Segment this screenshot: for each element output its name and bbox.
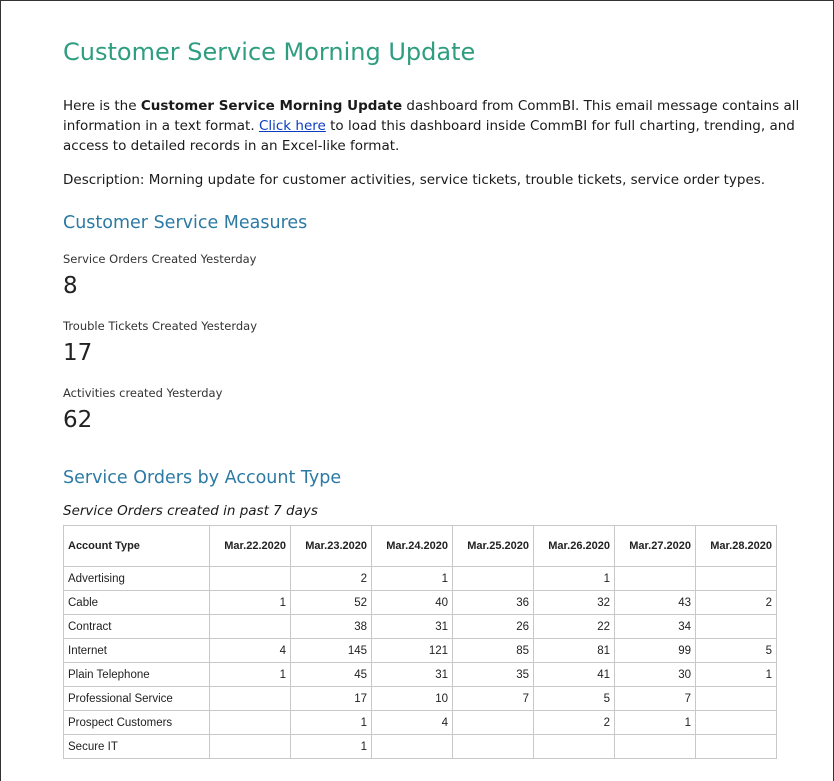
order-count-cell: 35 bbox=[453, 663, 534, 687]
order-count-cell bbox=[453, 567, 534, 591]
intro-paragraph bbox=[63, 96, 808, 156]
order-count-cell: 26 bbox=[453, 615, 534, 639]
order-count-cell: 5 bbox=[696, 639, 777, 663]
order-count-cell: 145 bbox=[291, 639, 372, 663]
order-count-cell bbox=[210, 735, 291, 759]
order-count-cell: 2 bbox=[696, 591, 777, 615]
table-row bbox=[64, 663, 777, 687]
column-header: Mar.24.2020 bbox=[372, 526, 453, 567]
order-count-cell bbox=[453, 735, 534, 759]
account-type-cell: Plain Telephone bbox=[64, 663, 210, 687]
order-count-cell: 17 bbox=[291, 687, 372, 711]
column-header: Mar.26.2020 bbox=[534, 526, 615, 567]
measure-value: 8 bbox=[63, 273, 78, 299]
order-count-cell bbox=[696, 615, 777, 639]
measure-value: 62 bbox=[63, 407, 93, 433]
order-count-cell: 30 bbox=[615, 663, 696, 687]
order-count-cell: 121 bbox=[372, 639, 453, 663]
account-type-cell: Contract bbox=[64, 615, 210, 639]
order-count-cell: 5 bbox=[534, 687, 615, 711]
order-count-cell: 36 bbox=[453, 591, 534, 615]
order-count-cell bbox=[372, 735, 453, 759]
intro-middle: dashboard from CommBI. This email message contains all information in a text format. bbox=[63, 98, 800, 134]
click-here-link[interactable]: Click here bbox=[258, 118, 326, 134]
measure-label: Trouble Tickets Created Yesterday bbox=[63, 319, 258, 333]
column-header: Mar.23.2020 bbox=[291, 526, 372, 567]
account-type-cell: Advertising bbox=[64, 567, 210, 591]
order-count-cell: 1 bbox=[210, 663, 291, 687]
orders-subtitle: Service Orders created in past 7 days bbox=[63, 503, 318, 519]
order-count-cell: 43 bbox=[615, 591, 696, 615]
account-type-cell: Internet bbox=[64, 639, 210, 663]
order-count-cell: 4 bbox=[210, 639, 291, 663]
orders-table-body bbox=[64, 567, 777, 759]
table-row bbox=[64, 687, 777, 711]
order-count-cell: 1 bbox=[291, 735, 372, 759]
order-count-cell: 99 bbox=[615, 639, 696, 663]
table-row bbox=[64, 615, 777, 639]
measure-label: Activities created Yesterday bbox=[63, 386, 223, 400]
order-count-cell bbox=[696, 735, 777, 759]
orders-table bbox=[63, 525, 777, 759]
order-count-cell bbox=[615, 735, 696, 759]
column-header: Mar.28.2020 bbox=[696, 526, 777, 567]
intro-dashboard-name: Customer Service Morning Update bbox=[140, 98, 403, 114]
order-count-cell: 34 bbox=[615, 615, 696, 639]
order-count-cell: 1 bbox=[210, 591, 291, 615]
column-header: Mar.22.2020 bbox=[210, 526, 291, 567]
table-row bbox=[64, 567, 777, 591]
order-count-cell: 2 bbox=[534, 711, 615, 735]
order-count-cell bbox=[210, 711, 291, 735]
page-title: Customer Service Morning Update bbox=[63, 38, 476, 66]
orders-heading: Service Orders by Account Type bbox=[63, 468, 342, 488]
order-count-cell: 7 bbox=[615, 687, 696, 711]
order-count-cell bbox=[210, 687, 291, 711]
column-header: Account Type bbox=[64, 526, 210, 567]
column-header: Mar.27.2020 bbox=[615, 526, 696, 567]
table-row bbox=[64, 735, 777, 759]
order-count-cell bbox=[615, 567, 696, 591]
order-count-cell: 81 bbox=[534, 639, 615, 663]
order-count-cell: 2 bbox=[291, 567, 372, 591]
order-count-cell: 4 bbox=[372, 711, 453, 735]
table-header-row bbox=[64, 526, 777, 567]
intro-suffix: to load this dashboard inside CommBI for full charting, trending, and access to detailed records in an Excel-like format. bbox=[63, 118, 795, 154]
account-type-cell: Cable bbox=[64, 591, 210, 615]
order-count-cell: 31 bbox=[372, 615, 453, 639]
account-type-cell: Secure IT bbox=[64, 735, 210, 759]
order-count-cell bbox=[696, 711, 777, 735]
order-count-cell bbox=[210, 615, 291, 639]
order-count-cell bbox=[453, 711, 534, 735]
order-count-cell: 1 bbox=[534, 567, 615, 591]
account-type-cell: Professional Service bbox=[64, 687, 210, 711]
measure-value: 17 bbox=[63, 340, 93, 366]
order-count-cell: 40 bbox=[372, 591, 453, 615]
order-count-cell bbox=[534, 735, 615, 759]
order-count-cell: 1 bbox=[615, 711, 696, 735]
order-count-cell: 32 bbox=[534, 591, 615, 615]
order-count-cell: 31 bbox=[372, 663, 453, 687]
dashboard-description: Description: Morning update for customer activities, service tickets, trouble tickets, service order types. bbox=[63, 172, 766, 188]
order-count-cell: 1 bbox=[372, 567, 453, 591]
measures-heading: Customer Service Measures bbox=[63, 213, 308, 233]
column-header: Mar.25.2020 bbox=[453, 526, 534, 567]
order-count-cell: 52 bbox=[291, 591, 372, 615]
order-count-cell: 45 bbox=[291, 663, 372, 687]
intro-prefix: Here is the bbox=[63, 98, 141, 114]
order-count-cell: 1 bbox=[696, 663, 777, 687]
account-type-cell: Prospect Customers bbox=[64, 711, 210, 735]
order-count-cell: 38 bbox=[291, 615, 372, 639]
order-count-cell: 7 bbox=[453, 687, 534, 711]
order-count-cell bbox=[696, 687, 777, 711]
table-row bbox=[64, 711, 777, 735]
table-row bbox=[64, 639, 777, 663]
table-row bbox=[64, 591, 777, 615]
measure-label: Service Orders Created Yesterday bbox=[63, 252, 257, 266]
order-count-cell: 10 bbox=[372, 687, 453, 711]
order-count-cell bbox=[210, 567, 291, 591]
order-count-cell bbox=[696, 567, 777, 591]
order-count-cell: 85 bbox=[453, 639, 534, 663]
order-count-cell: 1 bbox=[291, 711, 372, 735]
order-count-cell: 41 bbox=[534, 663, 615, 687]
order-count-cell: 22 bbox=[534, 615, 615, 639]
